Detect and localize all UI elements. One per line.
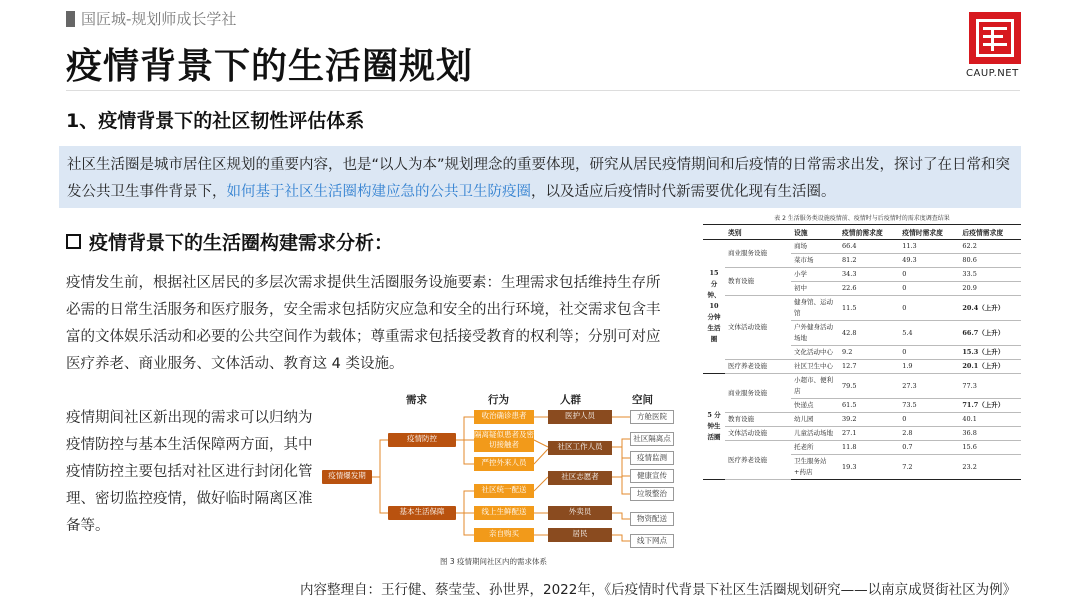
table-value-cell: 73.5	[899, 399, 959, 413]
diagram-space-node: 物资配送	[630, 512, 674, 526]
table-value-cell: 77.3	[959, 374, 1021, 399]
table-value-cell: 19.3	[839, 455, 899, 480]
brand-name: 国匠城-规划师成长学社	[81, 10, 237, 28]
table-value-cell: 0	[899, 346, 959, 360]
diagram-caption: 图 3 疫情期间社区内的需求体系	[440, 557, 548, 566]
caup-logo	[969, 12, 1021, 64]
diagram-people-node: 医护人员	[548, 410, 612, 424]
table-category-cell: 医疗养老设施	[725, 441, 791, 480]
diagram-behavior-node: 亲自购买	[474, 528, 534, 542]
diagram-root-node: 疫情爆发期	[322, 470, 372, 484]
table-facility-cell: 小学	[791, 268, 839, 282]
table-value-cell: 33.5	[959, 268, 1021, 282]
table-group-label: 15 分钟、10 分钟生活圈	[703, 240, 725, 374]
diagram-people-node: 社区志愿者	[548, 471, 612, 485]
paragraph-needs-during: 疫情期间社区新出现的需求可以归纳为疫情防控与基本生活保障两方面，其中疫情防控主要包括对社区进行封闭化管理、密切监控疫情，做好临时隔离区准备等。	[66, 410, 313, 534]
diagram-behavior-node: 线上生鲜配送	[474, 506, 534, 520]
diagram-header-behavior: 行为	[488, 394, 509, 406]
table-value-cell: 5.4	[899, 321, 959, 346]
diagram-people-node: 外卖员	[548, 506, 612, 520]
table-value-cell: 27.1	[839, 427, 899, 441]
table-value-cell: 11.5	[839, 296, 899, 321]
table-facility-cell: 小超市、便利店	[791, 374, 839, 399]
table-category-cell: 商业服务设施	[725, 240, 791, 268]
table-caption: 表 2 生活服务类设施疫情前、疫情时与后疫情时的需求度调查结果	[774, 215, 950, 222]
table-value-cell: 81.2	[839, 254, 899, 268]
diagram-space-node: 线下网点	[630, 534, 674, 548]
paragraph-needs-before: 疫情发生前，根据社区居民的多层次需求提供生活圈服务设施要素：生理需求包括维持生存所必需的日常生活服务和医疗服务，安全需求包括防灾应急和安全的出行环境，社交需求包含丰富的文体娱乐活动和必要的公共空间作为载体；尊重需求包括接受教育的权利等；分别可对应医疗养老、商业服务、文体活动、教育这 4 类设施。	[66, 275, 661, 372]
table-row	[703, 360, 1021, 374]
diagram-behavior-node: 社区统一配送	[474, 484, 534, 498]
table-category-cell: 文体活动设施	[725, 427, 791, 441]
table-value-cell: 42.8	[839, 321, 899, 346]
table-facility-cell: 户外健身活动场地	[791, 321, 839, 346]
table-row	[703, 441, 1021, 455]
source-note: 内容整理自：王行健、蔡莹莹、孙世界，2022年，《后疫情时代背景下社区生活圈规划研究——以南京成贤街社区为例》	[300, 582, 1017, 598]
table-value-cell: 71.7（上升）	[959, 399, 1021, 413]
table-value-cell: 12.7	[839, 360, 899, 374]
table-value-cell: 66.7（上升）	[959, 321, 1021, 346]
diagram-header-people: 人群	[560, 394, 581, 406]
table-value-cell: 0.7	[899, 441, 959, 455]
table-value-cell: 20.9	[959, 282, 1021, 296]
table-category-cell: 教育设施	[725, 413, 791, 427]
table-category-cell: 医疗养老设施	[725, 360, 791, 374]
table-facility-cell: 快递点	[791, 399, 839, 413]
table-header-cell: 疫情前需求度	[839, 225, 899, 240]
diagram-space-node: 疫情监测	[630, 451, 674, 465]
table-value-cell: 79.5	[839, 374, 899, 399]
table-body	[703, 240, 1021, 480]
table-facility-cell: 卫生服务站+药店	[791, 455, 839, 480]
table-header-cell: 疫情时需求度	[899, 225, 959, 240]
table-facility-cell: 健身馆、运动馆	[791, 296, 839, 321]
brand-bar	[66, 11, 75, 27]
table-value-cell: 36.8	[959, 427, 1021, 441]
table-header-cell: 设施	[791, 225, 839, 240]
table-value-cell: 0	[899, 296, 959, 321]
table-row	[703, 296, 1021, 321]
square-bullet-icon	[66, 234, 81, 249]
table-value-cell: 66.4	[839, 240, 899, 254]
table-value-cell: 62.2	[959, 240, 1021, 254]
table-category-cell: 教育设施	[725, 268, 791, 296]
diagram-people-node: 社区工作人员	[548, 441, 612, 455]
table-value-cell: 11.8	[839, 441, 899, 455]
table-value-cell: 0	[899, 268, 959, 282]
brand-header	[66, 8, 236, 29]
table-facility-cell: 文化活动中心	[791, 346, 839, 360]
diagram-people-node: 居民	[548, 528, 612, 542]
table-header-row	[703, 225, 1021, 240]
table-row	[703, 374, 1021, 399]
table-value-cell: 80.6	[959, 254, 1021, 268]
table-value-cell: 22.6	[839, 282, 899, 296]
table-value-cell: 1.9	[899, 360, 959, 374]
table-facility-cell: 商场	[791, 240, 839, 254]
intro-text-2: ，以及适应后疫情时代新需要优化现有生活圈。	[531, 184, 836, 200]
table-facility-cell: 初中	[791, 282, 839, 296]
table-row	[703, 240, 1021, 254]
table-value-cell: 40.1	[959, 413, 1021, 427]
table-value-cell: 0	[899, 282, 959, 296]
table-value-cell: 61.5	[839, 399, 899, 413]
table-facility-cell: 菜市场	[791, 254, 839, 268]
page-title: 疫情背景下的生活圈规划	[66, 46, 474, 87]
table-value-cell: 2.8	[899, 427, 959, 441]
logo-text: CAUP.NET	[966, 68, 1019, 79]
table-category-cell: 文体活动设施	[725, 296, 791, 360]
section-heading: 1、疫情背景下的社区韧性评估体系	[66, 110, 365, 132]
diagram-space-node: 社区隔离点	[630, 432, 674, 446]
diagram-need-node: 疫情防控	[388, 433, 456, 447]
diagram-behavior-node: 严控外来人员	[474, 457, 534, 471]
diagram-behavior-node: 收治确诊患者	[474, 410, 534, 424]
intro-text-1: 社区生活圈是城市居住区规划的重要内容，也是“以人为本”规划理念的重要体现，研究从居民疫情期间和后疫情的日常需求出发，探讨了在日常和突发公共卫生事件背景下，	[67, 157, 1011, 200]
table-value-cell: 11.3	[899, 240, 959, 254]
logo-emblem-icon	[976, 19, 1014, 57]
sub-heading-text: 疫情背景下的生活圈构建需求分析：	[89, 232, 394, 254]
table-facility-cell: 幼儿园	[791, 413, 839, 427]
diagram-need-node: 基本生活保障	[388, 506, 456, 520]
diagram-space-node: 垃圾整治	[630, 487, 674, 501]
table-value-cell: 23.2	[959, 455, 1021, 480]
diagram-header-space: 空间	[632, 394, 653, 406]
diagram-behavior-node: 隔离疑似患者及密切接触者	[474, 430, 534, 452]
diagram-header-need: 需求	[406, 394, 427, 406]
sub-heading	[66, 228, 393, 255]
table-value-cell: 20.4（上升）	[959, 296, 1021, 321]
table-value-cell: 49.3	[899, 254, 959, 268]
table-row	[703, 427, 1021, 441]
table-value-cell: 0	[899, 413, 959, 427]
diagram-space-node: 方舱医院	[630, 410, 674, 424]
table-value-cell: 15.6	[959, 441, 1021, 455]
table-row	[703, 268, 1021, 282]
intro-link[interactable]: 如何基于社区生活圈构建应急的公共卫生防疫圈	[226, 184, 531, 200]
table-value-cell: 27.3	[899, 374, 959, 399]
table-group-label: 5 分钟生活圈	[703, 374, 725, 480]
table-header-cell: 后疫情需求度	[959, 225, 1021, 240]
table-facility-cell: 托老所	[791, 441, 839, 455]
needs-system-diagram	[322, 390, 678, 570]
table-value-cell: 7.2	[899, 455, 959, 480]
table-value-cell: 34.3	[839, 268, 899, 282]
survey-table	[703, 224, 1021, 480]
table-value-cell: 9.2	[839, 346, 899, 360]
table-row	[703, 413, 1021, 427]
table-header-blank	[703, 225, 725, 240]
table-facility-cell: 社区卫生中心	[791, 360, 839, 374]
intro-highlight-box	[59, 146, 1021, 208]
table-header-cell: 类别	[725, 225, 791, 240]
survey-table-figure	[703, 214, 1021, 574]
table-category-cell: 商业服务设施	[725, 374, 791, 413]
table-value-cell: 20.1（上升）	[959, 360, 1021, 374]
table-value-cell: 39.2	[839, 413, 899, 427]
title-divider	[66, 90, 1020, 91]
table-facility-cell: 儿童活动场地	[791, 427, 839, 441]
diagram-space-node: 健康宣传	[630, 469, 674, 483]
table-value-cell: 15.3（上升）	[959, 346, 1021, 360]
